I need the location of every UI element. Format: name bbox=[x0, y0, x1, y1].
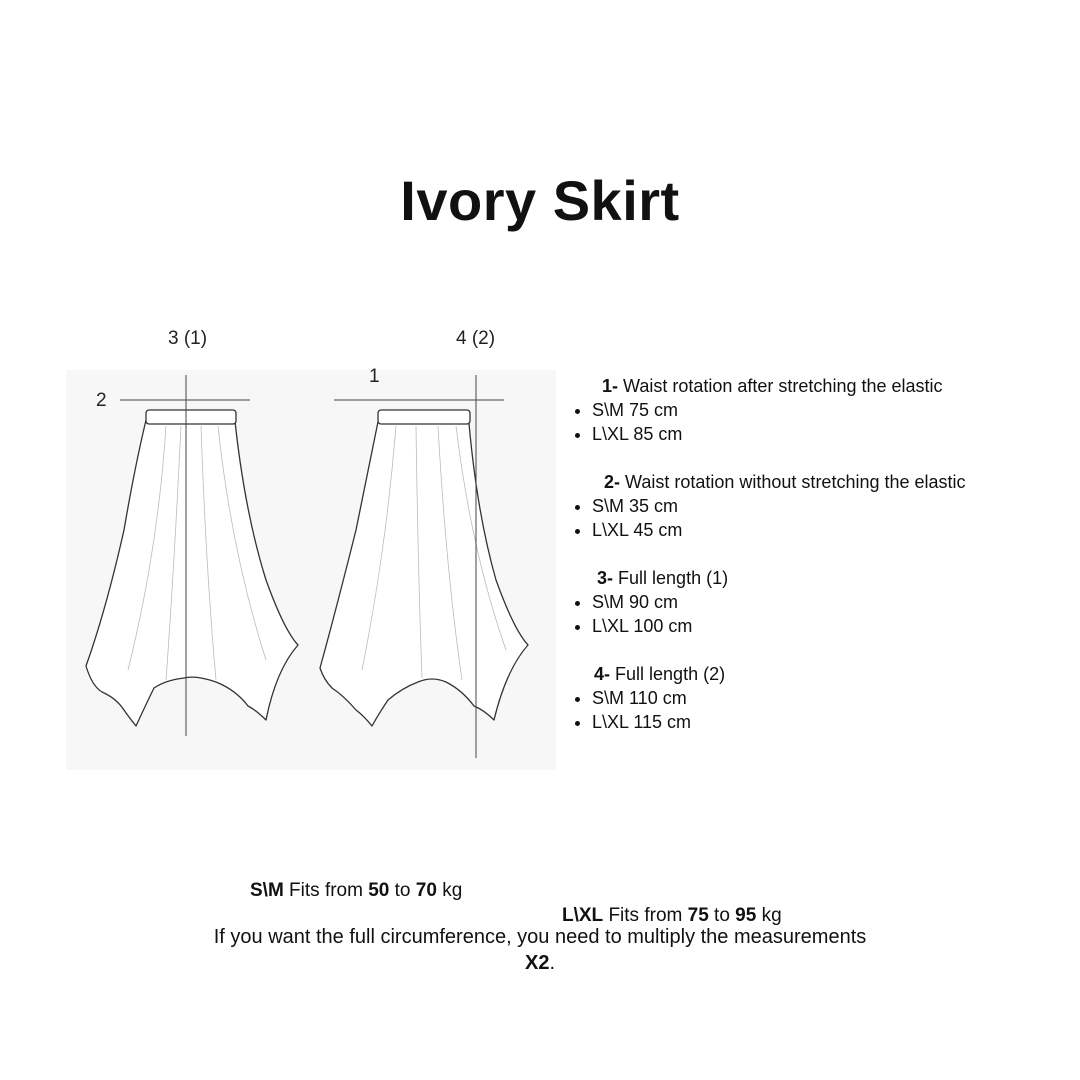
front-skirt-body bbox=[86, 412, 298, 726]
back-waistband bbox=[378, 410, 470, 424]
front-waistband bbox=[146, 410, 236, 424]
size-value: • S\M 75 cm bbox=[592, 398, 1066, 422]
measurement-number: 4- bbox=[594, 664, 611, 684]
fit-max: 70 bbox=[415, 880, 437, 901]
back-length-label: 4 (2) bbox=[456, 328, 496, 349]
measurement-label: Full length (1) bbox=[618, 568, 729, 588]
measurement-number: 3- bbox=[597, 568, 614, 588]
skirt-diagram bbox=[66, 370, 556, 770]
size-value: • L\XL 100 cm bbox=[592, 614, 1066, 638]
size-value: • S\M 90 cm bbox=[592, 590, 1066, 614]
circumference-note bbox=[200, 924, 880, 976]
skirt-drawing bbox=[66, 370, 556, 770]
back-skirt-body bbox=[320, 412, 528, 726]
measurement-number: 2- bbox=[604, 472, 621, 492]
fit-size: L\XL bbox=[562, 905, 604, 926]
fit-unit: kg bbox=[436, 880, 463, 901]
note-text: If you want the full circumference, you need to multiply the measurements bbox=[213, 926, 867, 948]
fit-max: 95 bbox=[735, 905, 757, 926]
measurement-label: Waist rotation after stretching the elastic bbox=[623, 376, 943, 396]
measurement-item bbox=[566, 374, 1066, 446]
fit-text: to bbox=[708, 905, 736, 926]
waist-stretch-label: 1 bbox=[369, 366, 380, 387]
measurement-label: Full length (2) bbox=[615, 664, 726, 684]
measurement-label: Waist rotation without stretching the elastic bbox=[625, 472, 966, 492]
fit-min: 50 bbox=[368, 880, 390, 901]
measurement-item bbox=[566, 470, 1066, 542]
note-end: . bbox=[549, 952, 556, 974]
fit-text: Fits from bbox=[603, 905, 688, 926]
size-value: • S\M 110 cm bbox=[592, 686, 1066, 710]
note-multiplier: X2 bbox=[524, 952, 550, 974]
fit-size: S\M bbox=[250, 880, 284, 901]
fit-min: 75 bbox=[687, 905, 709, 926]
size-value: • L\XL 45 cm bbox=[592, 518, 1066, 542]
measurement-item bbox=[566, 662, 1066, 734]
fit-text: to bbox=[389, 880, 416, 901]
fit-unit: kg bbox=[756, 905, 782, 926]
size-value: • S\M 35 cm bbox=[592, 494, 1066, 518]
measurement-item bbox=[566, 566, 1066, 638]
measurement-list bbox=[566, 374, 1066, 758]
front-length-label: 3 (1) bbox=[168, 328, 208, 349]
page-title: Ivory Skirt bbox=[400, 169, 680, 232]
fit-sm bbox=[250, 880, 462, 902]
size-value: • L\XL 115 cm bbox=[592, 710, 1066, 734]
waist-label: 2 bbox=[96, 390, 107, 411]
measurement-number: 1- bbox=[602, 376, 619, 396]
size-value: • L\XL 85 cm bbox=[592, 422, 1066, 446]
fit-text: Fits from bbox=[283, 880, 369, 901]
